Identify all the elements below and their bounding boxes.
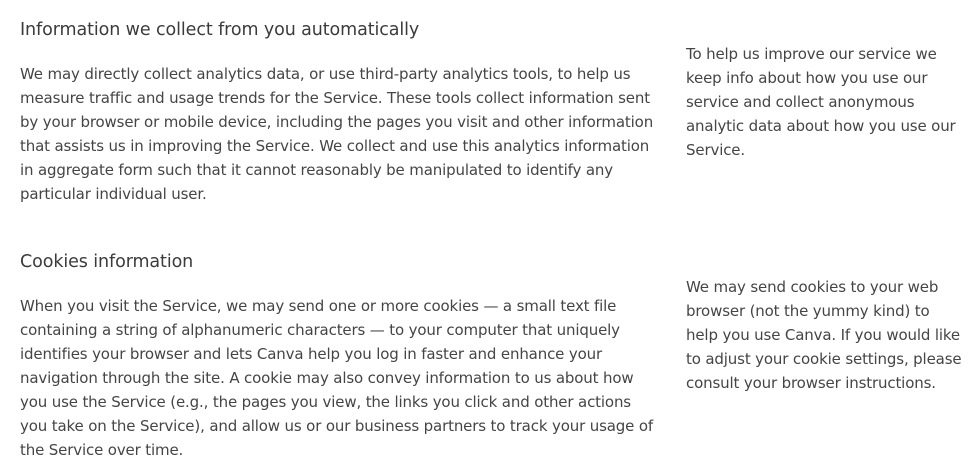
section-summary: We may send cookies to your web browser (not the yummy kind) to help you use Canva. If you would like to adjust your cookie settings, please consult your browser instructions. [686, 278, 962, 392]
section-main-column [20, 235, 660, 462]
section-body-text: We may directly collect analytics data, or use third-party analytics tools, to help us measure traffic and usage trends for the Service. These tools collect information sent by your browser or mobile device, including the pages you visit and other information that assists us in improving the Service. We collect and use this analytics information in aggregate form such that it cannot reasonably be manipulated to identify any particular individual user. [20, 65, 654, 203]
section-summary: To help us improve our service we keep info about how you use our service and collect anonymous analytic data about how you use our Service. [686, 45, 956, 159]
section-body-text: When you visit the Service, we may send one or more cookies — a small text file containing a string of alphanumeric characters — to your computer that uniquely identifies your browser and lets Canva help you log in faster and enhance your navigation through the site. A cookie may also convey information to us about how you use the Service (e.g., the pages you view, the links you click and other actions you take on the Service), and allow us or our business partners to track your usage of the Service over time. [20, 297, 654, 459]
section-heading: Cookies information [20, 252, 194, 272]
section-heading: Information we collect from you automatically [20, 20, 420, 40]
section-main-column [20, 0, 660, 206]
